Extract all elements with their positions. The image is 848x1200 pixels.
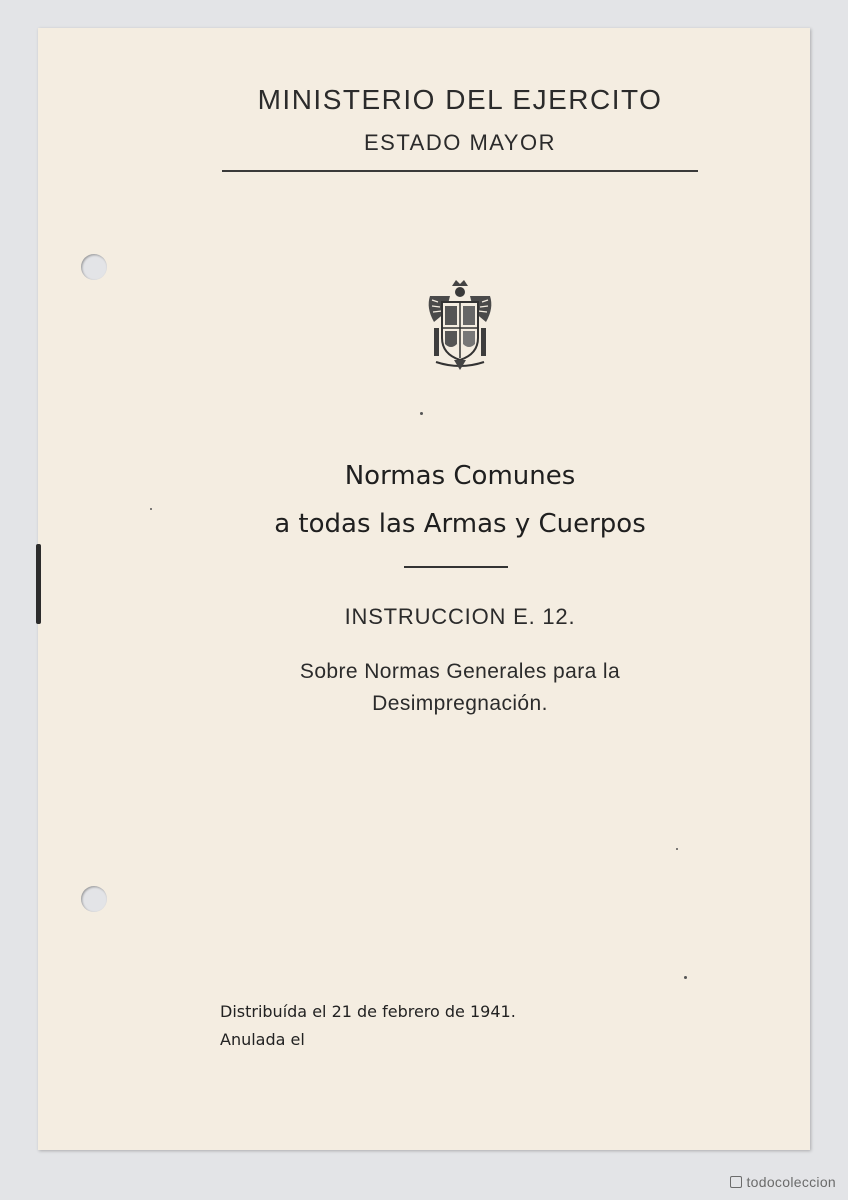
watermark-logo-icon xyxy=(730,1176,742,1188)
paper-speck xyxy=(684,976,687,979)
department-heading: ESTADO MAYOR xyxy=(364,130,556,155)
ministry-heading: MINISTERIO DEL EJERCITO xyxy=(257,84,663,115)
staple-mark xyxy=(36,544,41,624)
paper-speck xyxy=(676,848,678,850)
title-divider xyxy=(404,566,508,568)
paper-speck xyxy=(150,508,152,510)
punch-hole-top xyxy=(81,254,107,280)
instruction-number: INSTRUCCION E. 12. xyxy=(344,604,576,629)
document-title xyxy=(200,452,720,548)
coat-of-arms-icon xyxy=(424,278,496,372)
watermark-text: todocoleccion xyxy=(746,1174,836,1190)
watermark xyxy=(730,1174,836,1190)
annulment-line: Anulada el xyxy=(220,1030,305,1049)
document-page xyxy=(38,28,810,1150)
paper-speck xyxy=(420,412,423,415)
distribution-date: Distribuída el 21 de febrero de 1941. xyxy=(220,1002,516,1021)
punch-hole-bottom xyxy=(81,886,107,912)
title-line-2: a todas las Armas y Cuerpos xyxy=(274,509,646,539)
header-divider xyxy=(222,170,698,172)
subject-line-2: Desimpregnación. xyxy=(372,692,548,715)
title-line-1: Normas Comunes xyxy=(344,461,576,491)
instruction-subject xyxy=(240,656,680,720)
subject-line-1: Sobre Normas Generales para la xyxy=(299,660,621,683)
